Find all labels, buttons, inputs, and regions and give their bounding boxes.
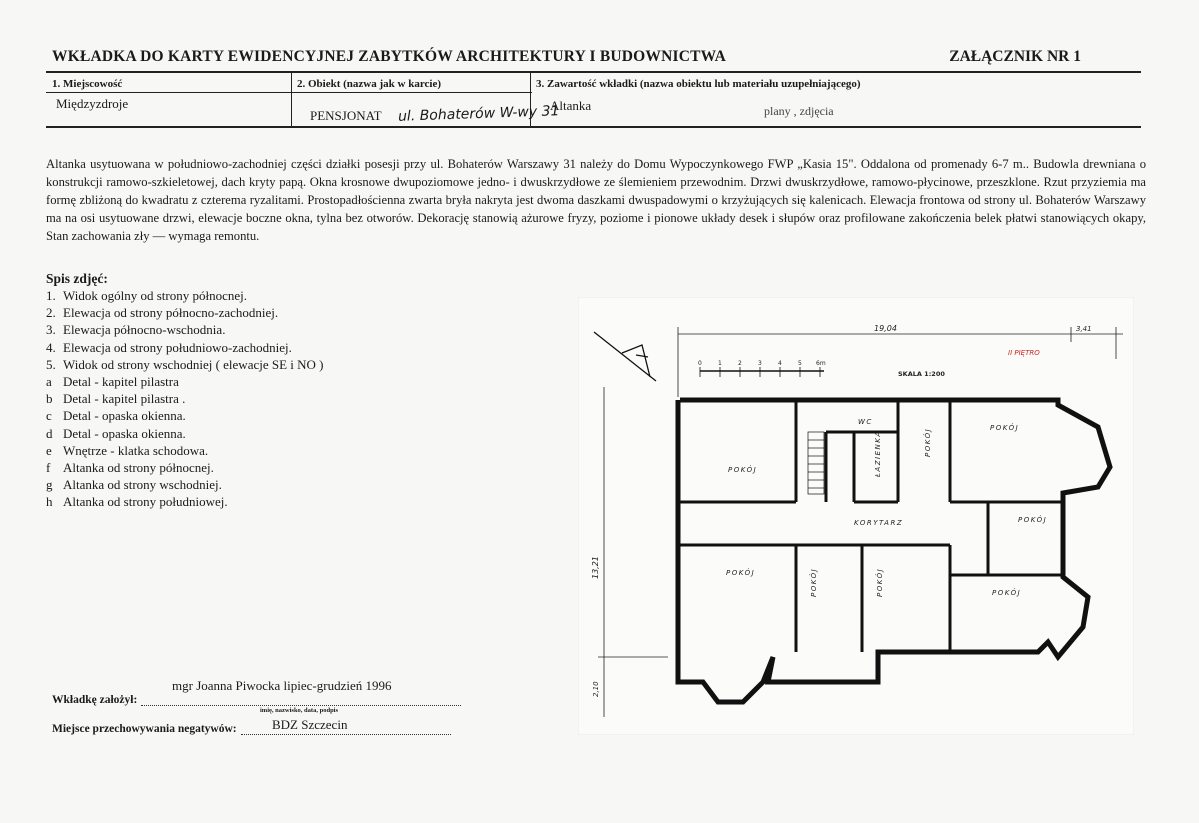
storage-row [52, 723, 451, 735]
object-value: PENSJONAT [310, 108, 382, 123]
field-divider-1 [291, 73, 292, 126]
room-label: WC [858, 418, 873, 426]
list-item: 1. Widok ogólny od strony północnej. [46, 288, 247, 303]
list-item: 4. Elewacja od strony południowo-zachodniej. [46, 339, 292, 355]
room-label: POKÓJ [728, 466, 758, 474]
photo-list [46, 287, 324, 511]
author-label: Wkładkę założył: [52, 694, 138, 706]
scale-tick-label: 4 [778, 360, 782, 367]
list-item: d Detal - opaska okienna. [46, 425, 186, 441]
scale-tick-label: 2 [738, 360, 742, 367]
list-item: c Detal - opaska okienna. [46, 408, 186, 424]
content-value: Altanka [550, 98, 592, 113]
object-label: 2. Obiekt (nazwa jak w karcie) [297, 78, 442, 90]
dimension-left-label: 13,21 [591, 556, 600, 579]
location-value: Międzyzdroje [56, 96, 129, 111]
scale-label: SKALA 1:200 [898, 370, 945, 378]
location-label: 1. Miejscowość [52, 78, 123, 90]
description-text: Altanka usytuowana w południowo-zachodniej części działki posesji przy ul. Bohaterów Warszawy 31 należy do Domu Wypoczynkowego FWP „Kasia 15". Oddalona od promenady 6-7 m.. Budowla drewniana o konstrukcji ramowo-szkieletowej, dach kryty papą. Okna krosnowe dwupoziomowe jedno- i dwuskrzydłowe ze ślemieniem przewodnim. Drzwi dwuskrzydłowe, ramowo-płycinowe, przeszklone. Rzut przyziemia ma formę zbliżoną do kwadratu z czterema ryzalitami. Prostopadłościenna zwarta bryła nakryta jest dwoma daszkami dwuspadowymi o krzyżujących się kalenicach. Elewacja frontowa od strony ul. Bohaterów Warszawy ma na osi usytuowane drzwi, elewacje boczne okna, tylna bez otworów. Dekorację stanowią ażurowe fryzy, poziome i pionowe układy desek i słupów oraz profilowane zakończenia belek płatwi stanowiących okapy, Stan zachowania zły — wymaga remontu. [46, 157, 1146, 243]
list-item: a Detal - kapitel pilastra [46, 374, 179, 390]
list-item: 2. Elewacja od strony północno-zachodniej. [46, 305, 279, 321]
list-item: b Detal - kapitel pilastra . [46, 391, 186, 407]
author-dotted-line [141, 695, 461, 706]
list-item: e Wnętrze - klatka schodowa. [46, 442, 209, 458]
dimension-top-right-label: 3,41 [1076, 325, 1092, 333]
scale-tick-label: 6m [816, 360, 826, 367]
author-value: mgr Joanna Piwocka lipiec-grudzień 1996 [172, 678, 392, 693]
room-label: POKÓJ [1018, 516, 1048, 524]
room-label: POKÓJ [876, 567, 884, 597]
photo-list-heading: Spis zdjęć: [46, 271, 108, 286]
list-item: g Altanka od strony wschodniej. [46, 477, 222, 493]
scale-tick-label: 1 [718, 360, 722, 367]
room-label: POKÓJ [990, 424, 1020, 432]
scale-tick-label: 3 [758, 360, 762, 367]
header-rule-mid [46, 92, 532, 93]
list-item: h Altanka od strony południowej. [46, 494, 228, 510]
content-label: 3. Zawartość wkładki (nazwa obiektu lub materiału uzupełniającego) [536, 78, 861, 90]
room-label: POKÓJ [726, 569, 756, 577]
room-label: ŁAZIENKA [874, 430, 882, 477]
scale-tick-label: 0 [698, 360, 702, 367]
list-item: 3. Elewacja północno-wschodnia. [46, 322, 226, 338]
storage-value: BDZ Szczecin [272, 717, 348, 732]
room-label: KORYTARZ [854, 519, 904, 527]
room-label: POKÓJ [810, 567, 818, 597]
author-hint: imię, nazwisko, data, podpis [260, 707, 339, 714]
storage-dotted-line [241, 724, 451, 735]
room-label: POKÓJ [924, 427, 932, 457]
author-row [52, 694, 461, 706]
header-rule-bottom [46, 126, 1141, 128]
dimension-left-bottom-label: 2,10 [592, 681, 600, 697]
document-title: WKŁADKA DO KARTY EWIDENCYJNEJ ZABYTKÓW ARCHITEKTURY I BUDOWNICTWA [52, 48, 727, 65]
floor-label: II PIĘTRO [1008, 349, 1040, 357]
dimension-top-label: 19,04 [874, 324, 897, 333]
scale-tick-label: 5 [798, 360, 802, 367]
header-rule-top [46, 71, 1141, 73]
list-item: 5. Widok od strony wschodniej ( elewacje SE i NO ) [46, 356, 324, 372]
floor-plan-drawing [578, 297, 1134, 735]
list-item: f Altanka od strony północnej. [46, 460, 214, 476]
annex-number: ZAŁĄCZNIK NR 1 [949, 48, 1081, 65]
storage-label: Miejsce przechowywania negatywów: [52, 723, 237, 735]
room-label: POKÓJ [992, 589, 1022, 597]
content-materials: plany , zdjęcia [764, 104, 834, 118]
object-handwritten: ul. Bohaterów W-wy 31 [397, 103, 560, 125]
